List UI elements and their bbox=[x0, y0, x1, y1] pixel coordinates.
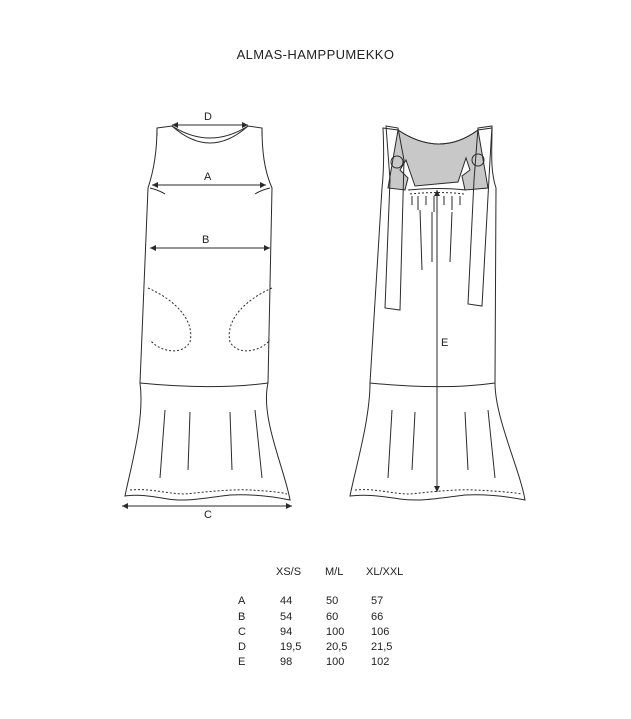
table-cell: 100 bbox=[326, 626, 345, 638]
table-cell: 21,5 bbox=[371, 641, 393, 653]
size-header: XS/S bbox=[276, 566, 302, 578]
table-row-key: C bbox=[238, 626, 246, 638]
table-row-key: E bbox=[238, 656, 246, 668]
table-row-key: A bbox=[238, 595, 246, 607]
measure-b-label: B bbox=[202, 234, 210, 246]
measure-c-label: C bbox=[204, 509, 212, 521]
table-cell: 60 bbox=[326, 611, 339, 623]
measure-e-label: E bbox=[441, 337, 449, 349]
table-cell: 66 bbox=[371, 611, 384, 623]
table-cell: 20,5 bbox=[326, 641, 348, 653]
table-cell: 102 bbox=[371, 656, 390, 668]
size-header: XL/XXL bbox=[366, 566, 404, 578]
page-title: ALMAS-HAMPPUMEKKO bbox=[236, 47, 395, 62]
table-cell: 57 bbox=[371, 595, 384, 607]
table-cell: 98 bbox=[280, 656, 293, 668]
table-cell: 100 bbox=[326, 656, 345, 668]
table-cell: 106 bbox=[371, 626, 390, 638]
measure-a-label: A bbox=[204, 171, 212, 183]
table-row-key: D bbox=[238, 641, 246, 653]
table-cell: 50 bbox=[326, 595, 339, 607]
table-cell: 94 bbox=[280, 626, 293, 638]
table-cell: 19,5 bbox=[280, 641, 302, 653]
size-header: M/L bbox=[325, 566, 344, 578]
table-cell: 54 bbox=[280, 611, 293, 623]
table-row-key: B bbox=[238, 611, 246, 623]
measure-d-label: D bbox=[204, 111, 212, 123]
table-cell: 44 bbox=[280, 595, 293, 607]
